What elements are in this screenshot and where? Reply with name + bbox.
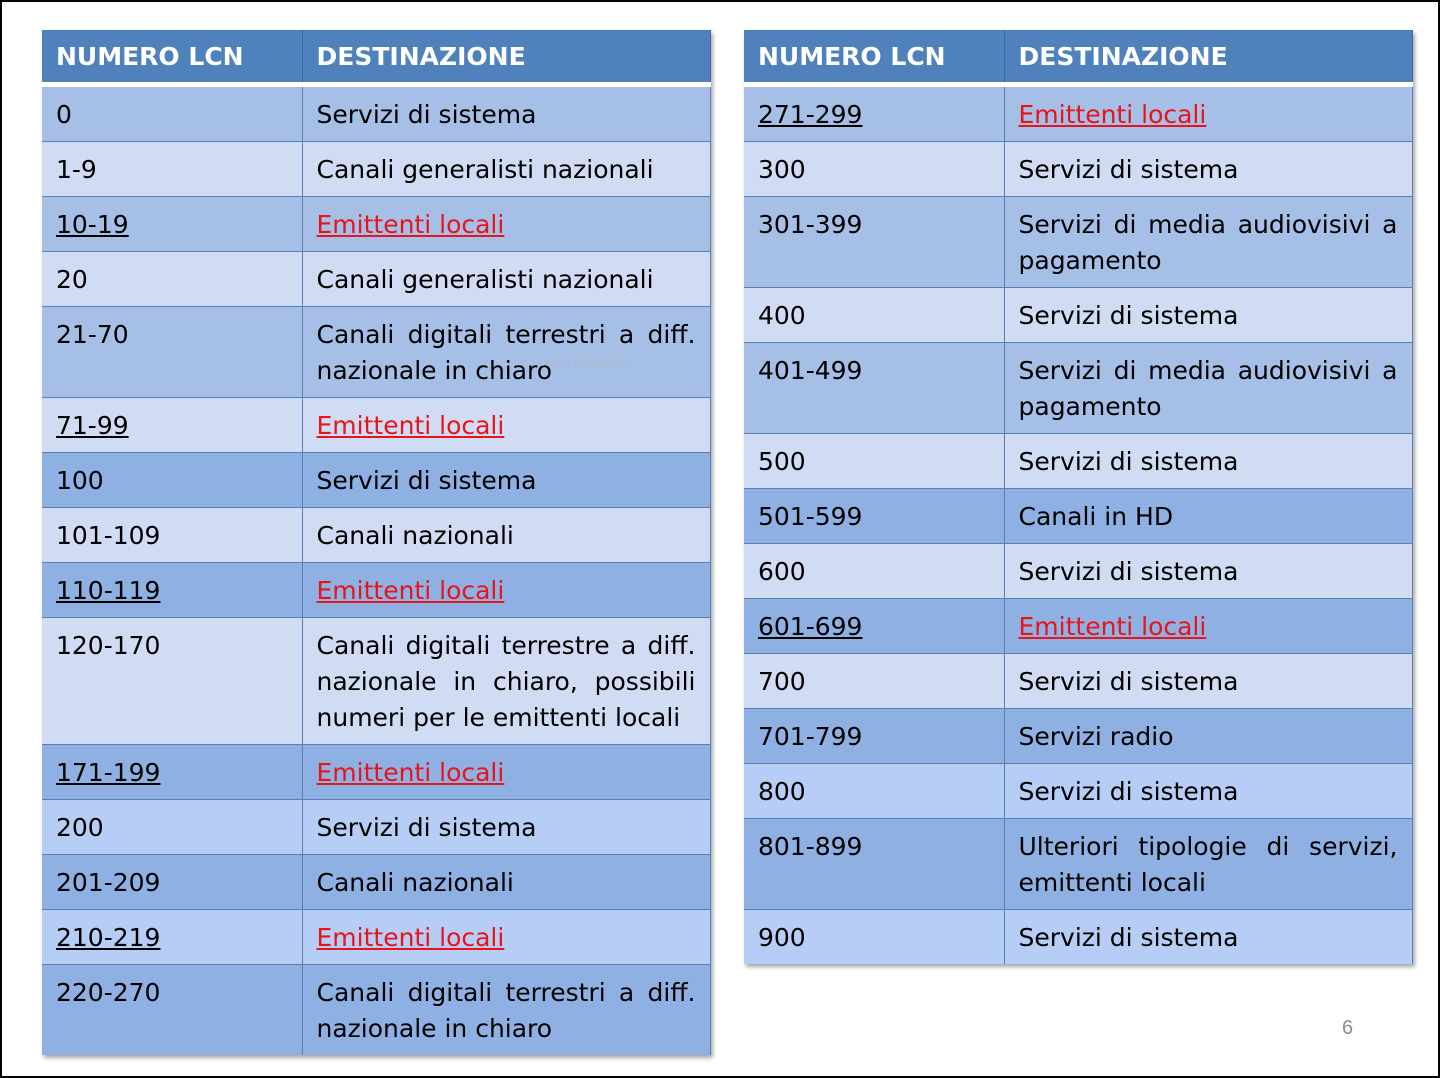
destination-cell: [1004, 709, 1412, 764]
destination-cell: [1004, 599, 1412, 654]
lcn-value: 201-209: [56, 868, 161, 897]
destination-cell: [302, 618, 710, 745]
lcn-link[interactable]: 210-219: [56, 923, 161, 952]
table-row: [42, 800, 710, 855]
lcn-value: 100: [56, 466, 104, 495]
lcn-cell: [42, 142, 302, 197]
destination-cell: [302, 85, 710, 142]
lcn-cell: [42, 800, 302, 855]
lcn-link[interactable]: 601-699: [758, 612, 863, 641]
destination-cell: [1004, 434, 1412, 489]
destination-cell: [1004, 819, 1412, 910]
destination-cell: [1004, 654, 1412, 709]
table-row: [744, 654, 1412, 709]
lcn-cell: [42, 398, 302, 453]
destination-value: Canali digitali terrestri a diff. nazionale in chiaro: [316, 320, 696, 385]
table-row: [42, 965, 710, 1056]
destination-value: Servizi di sistema: [1018, 301, 1239, 330]
table-header-row: [744, 30, 1412, 85]
lcn-cell: [42, 197, 302, 252]
lcn-value: 200: [56, 813, 104, 842]
destination-value: Servizi di sistema: [1018, 777, 1239, 806]
lcn-value: 900: [758, 923, 806, 952]
lcn-cell: [42, 855, 302, 910]
destination-cell: [302, 563, 710, 618]
destination-link[interactable]: Emittenti locali: [1018, 612, 1207, 641]
destination-cell: [302, 307, 710, 398]
table-row: [42, 252, 710, 307]
destination-cell: [1004, 910, 1412, 965]
destination-value: Servizi di sistema: [316, 466, 537, 495]
destination-cell: [302, 197, 710, 252]
destination-value: Canali digitali terrestri a diff. nazionale in chiaro: [316, 978, 696, 1043]
table-row: [744, 434, 1412, 489]
table-row: [42, 618, 710, 745]
lcn-link[interactable]: 110-119: [56, 576, 161, 605]
lcn-value: 800: [758, 777, 806, 806]
destination-link[interactable]: Emittenti locali: [316, 210, 505, 239]
lcn-value: 20: [56, 265, 88, 294]
capture-watermark: Cattura rettangolare: [538, 358, 627, 369]
destination-cell: [302, 965, 710, 1056]
destination-cell: [302, 745, 710, 800]
lcn-cell: [744, 197, 1004, 288]
lcn-cell: [744, 489, 1004, 544]
lcn-value: 500: [758, 447, 806, 476]
destination-link[interactable]: Emittenti locali: [316, 758, 505, 787]
destination-cell: [1004, 85, 1412, 142]
table-body-left: [42, 85, 710, 1056]
table-row: [744, 489, 1412, 544]
destination-cell: [302, 855, 710, 910]
destination-link[interactable]: Emittenti locali: [1018, 100, 1207, 129]
table-row: [42, 910, 710, 965]
lcn-link[interactable]: 271-299: [758, 100, 863, 129]
lcn-cell: [42, 745, 302, 800]
destination-cell: [1004, 197, 1412, 288]
destination-cell: [302, 800, 710, 855]
lcn-value: 401-499: [758, 356, 863, 385]
page-number: 6: [1342, 1017, 1354, 1039]
lcn-cell: [744, 599, 1004, 654]
destination-value: Servizi di sistema: [1018, 155, 1239, 184]
destination-value: Servizi di sistema: [1018, 447, 1239, 476]
destination-value: Canali digitali terrestre a diff. nazionale in chiaro, possibili numeri per le emittenti locali: [316, 631, 696, 732]
destination-value: Servizi di sistema: [1018, 923, 1239, 952]
lcn-value: 0: [56, 100, 72, 129]
destination-value: Ulteriori tipologie di servizi, emittenti locali: [1018, 832, 1398, 897]
lcn-cell: [42, 307, 302, 398]
table-row: [744, 910, 1412, 965]
lcn-value: 300: [758, 155, 806, 184]
table-row: [744, 599, 1412, 654]
table-row: [42, 508, 710, 563]
lcn-cell: [744, 85, 1004, 142]
table-row: [42, 398, 710, 453]
destination-value: Servizi di sistema: [1018, 667, 1239, 696]
lcn-cell: [744, 709, 1004, 764]
destination-value: Canali nazionali: [316, 521, 514, 550]
lcn-table-left: [42, 30, 711, 1055]
table-row: [744, 709, 1412, 764]
destination-value: Servizi di media audiovisivi a pagamento: [1018, 356, 1398, 421]
lcn-cell: [744, 544, 1004, 599]
lcn-value: 501-599: [758, 502, 863, 531]
lcn-value: 1-9: [56, 155, 97, 184]
destination-cell: [1004, 489, 1412, 544]
lcn-value: 701-799: [758, 722, 863, 751]
destination-value: Servizi di sistema: [316, 100, 537, 129]
lcn-cell: [42, 910, 302, 965]
lcn-cell: [42, 508, 302, 563]
lcn-cell: [744, 434, 1004, 489]
table-row: [42, 453, 710, 508]
table-row: [744, 544, 1412, 599]
destination-value: Servizi di sistema: [316, 813, 537, 842]
lcn-cell: [744, 654, 1004, 709]
table-header-row: [42, 30, 710, 85]
lcn-cell: [42, 85, 302, 142]
table-row: [42, 563, 710, 618]
destination-cell: [1004, 142, 1412, 197]
destination-cell: [1004, 544, 1412, 599]
table-row: [42, 745, 710, 800]
destination-link[interactable]: Emittenti locali: [316, 411, 505, 440]
table-row: [42, 197, 710, 252]
destination-cell: [302, 398, 710, 453]
destination-value: Servizi radio: [1018, 722, 1174, 751]
header-destination: DESTINAZIONE: [302, 30, 710, 85]
lcn-cell: [42, 563, 302, 618]
destination-value: Servizi di media audiovisivi a pagamento: [1018, 210, 1398, 275]
lcn-cell: [744, 142, 1004, 197]
destination-cell: [302, 142, 710, 197]
lcn-cell: [744, 819, 1004, 910]
lcn-link[interactable]: 171-199: [56, 758, 161, 787]
table-row: [744, 197, 1412, 288]
table-row: [744, 85, 1412, 142]
lcn-cell: [744, 343, 1004, 434]
lcn-cell: [42, 618, 302, 745]
table-body-right: [744, 85, 1412, 965]
lcn-value: 21-70: [56, 320, 129, 349]
destination-cell: [302, 508, 710, 563]
destination-value: Servizi di sistema: [1018, 557, 1239, 586]
table-row: [744, 764, 1412, 819]
lcn-cell: [744, 288, 1004, 343]
lcn-value: 700: [758, 667, 806, 696]
lcn-cell: [744, 764, 1004, 819]
destination-cell: [1004, 764, 1412, 819]
table-row: [42, 85, 710, 142]
lcn-value: 101-109: [56, 521, 161, 550]
lcn-link[interactable]: 10-19: [56, 210, 129, 239]
lcn-value: 301-399: [758, 210, 863, 239]
lcn-cell: [42, 453, 302, 508]
header-destination: DESTINAZIONE: [1004, 30, 1412, 85]
table-row: [42, 307, 710, 398]
lcn-link[interactable]: 71-99: [56, 411, 129, 440]
destination-cell: [302, 453, 710, 508]
table-row: [744, 142, 1412, 197]
lcn-value: 220-270: [56, 978, 161, 1007]
table-row: [744, 288, 1412, 343]
destination-cell: [1004, 288, 1412, 343]
lcn-table-right: [744, 30, 1413, 964]
table-row: [744, 819, 1412, 910]
lcn-cell: [42, 965, 302, 1056]
header-lcn: NUMERO LCN: [42, 30, 302, 85]
destination-value: Canali in HD: [1018, 502, 1174, 531]
destination-value: Canali nazionali: [316, 868, 514, 897]
lcn-value: 400: [758, 301, 806, 330]
destination-cell: [1004, 343, 1412, 434]
destination-value: Canali generalisti nazionali: [316, 155, 654, 184]
destination-link[interactable]: Emittenti locali: [316, 923, 505, 952]
destination-value: Canali generalisti nazionali: [316, 265, 654, 294]
lcn-cell: [744, 910, 1004, 965]
destination-cell: [302, 252, 710, 307]
table-row: [744, 343, 1412, 434]
lcn-value: 801-899: [758, 832, 863, 861]
table-row: [42, 142, 710, 197]
header-lcn: NUMERO LCN: [744, 30, 1004, 85]
destination-link[interactable]: Emittenti locali: [316, 576, 505, 605]
table-row: [42, 855, 710, 910]
destination-cell: [302, 910, 710, 965]
lcn-value: 600: [758, 557, 806, 586]
lcn-cell: [42, 252, 302, 307]
lcn-value: 120-170: [56, 631, 161, 660]
